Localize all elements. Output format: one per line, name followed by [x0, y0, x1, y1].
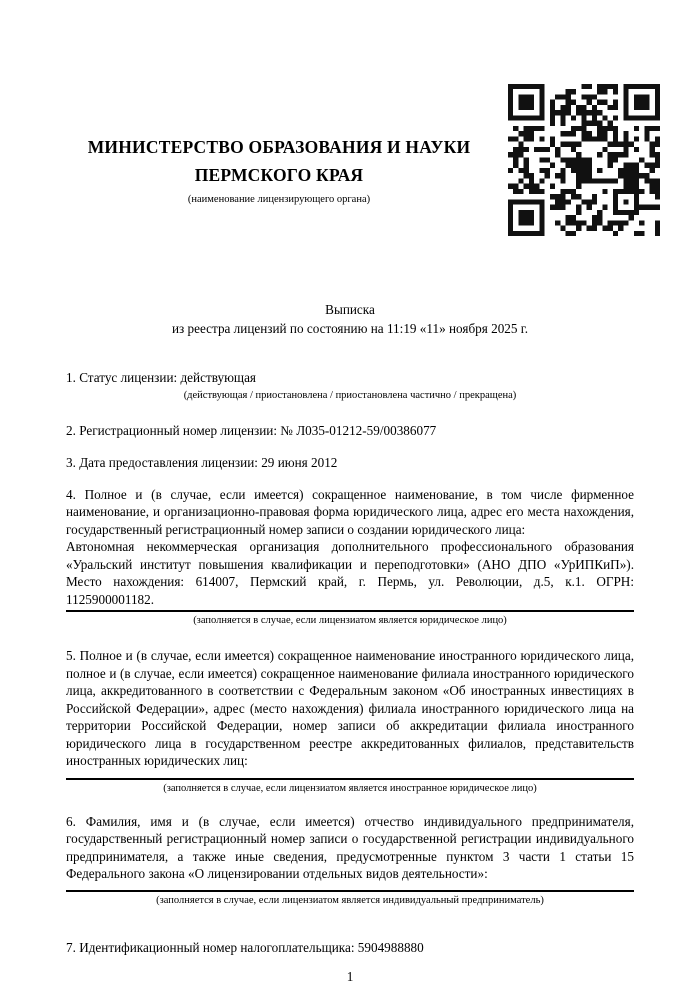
ministry-name-line2: ПЕРМСКОГО КРАЯ: [194, 165, 364, 185]
foreign-entity-clause: 5. Полное и (в случае, если имеется) сокращенное наименование иностранного юридического лица, полное и (в случае, если имеется) сокращенное наименование филиала иностранного юридического лица, аккредитованного в соответствии с Федеральным законом «Об иностранных инвестициях в Российской Федерации», адрес (место нахождения) филиала иностранного юридического лица на территории Российской Федерации, номер записи об аккредитации филиала иностранного юридического лица в государственном реестре аккредитованных филиалов, представительств иностранных юридических лиц:: [66, 648, 634, 768]
document-body: [66, 300, 634, 986]
ministry-name-line1: МИНИСТЕРСТВО ОБРАЗОВАНИЯ И НАУКИ: [87, 137, 471, 157]
legal-entity-rule: [66, 610, 634, 612]
individual-entrepreneur-rule: [66, 890, 634, 892]
license-grant-date: 3. Дата предоставления лицензии: 29 июня 2012: [66, 455, 338, 470]
license-registration-number: 2. Регистрационный номер лицензии: № Л035-01212-59/00386077: [66, 422, 437, 438]
legal-entity-value: Автономная некоммерческая организация дополнительного профессионального образования «Уральский институт повышения квалификации и переподготовки» (АНО ДПО «УрИПКиП»). Место нахождения: 614007, Пермский край, г. Пермь, ул. Революции, д.5, к.1. ОГРН: 1125900001182.: [66, 539, 634, 607]
page-number: 1: [346, 969, 354, 984]
license-status: 1. Статус лицензии: действующая: [66, 370, 257, 385]
license-status-note: (действующая / приостановлена / приостановлена частично / прекращена): [183, 389, 517, 401]
document-title: [66, 300, 634, 338]
qr-code-icon: [508, 84, 660, 236]
ministry-note: (наименование лицензирующего органа): [187, 194, 371, 205]
qr-code-image: [508, 84, 660, 236]
individual-entrepreneur-clause: 6. Фамилия, имя и (в случае, если имеется) отчество индивидуального предпринимателя, государственный регистрационный номер записи о государственной регистрации индивидуального предпринимателя, а также иные сведения, предусмотренные пунктом 3 части 1 статьи 15 Федерального закона «О лицензировании отдельных видов деятельности»:: [66, 813, 634, 881]
foreign-entity-note: (заполняется в случае, если лицензиатом является иностранное юридическое лицо): [163, 782, 537, 794]
document-header: [66, 133, 492, 206]
taxpayer-id: 7. Идентификационный номер налогоплательщика: 5904988880: [66, 939, 424, 955]
ministry-name: [66, 133, 492, 189]
foreign-entity-rule: [66, 778, 634, 780]
document-title-line2: из реестра лицензий по состоянию на 11:19 «11» ноября 2025 г.: [171, 321, 529, 336]
legal-entity-clause: 4. Полное и (в случае, если имеется) сокращенное наименование, в том числе фирменное наименование, и организационно-правовая форма юридического лица, адрес его места нахождения, государственный регистрационный номер записи о создании юридического лица:: [66, 486, 634, 537]
individual-entrepreneur-note: (заполняется в случае, если лицензиатом является индивидуальный предприниматель): [156, 894, 544, 906]
legal-entity-note: (заполняется в случае, если лицензиатом является юридическое лицо): [193, 615, 507, 626]
document-title-line1: Выписка: [325, 302, 375, 317]
